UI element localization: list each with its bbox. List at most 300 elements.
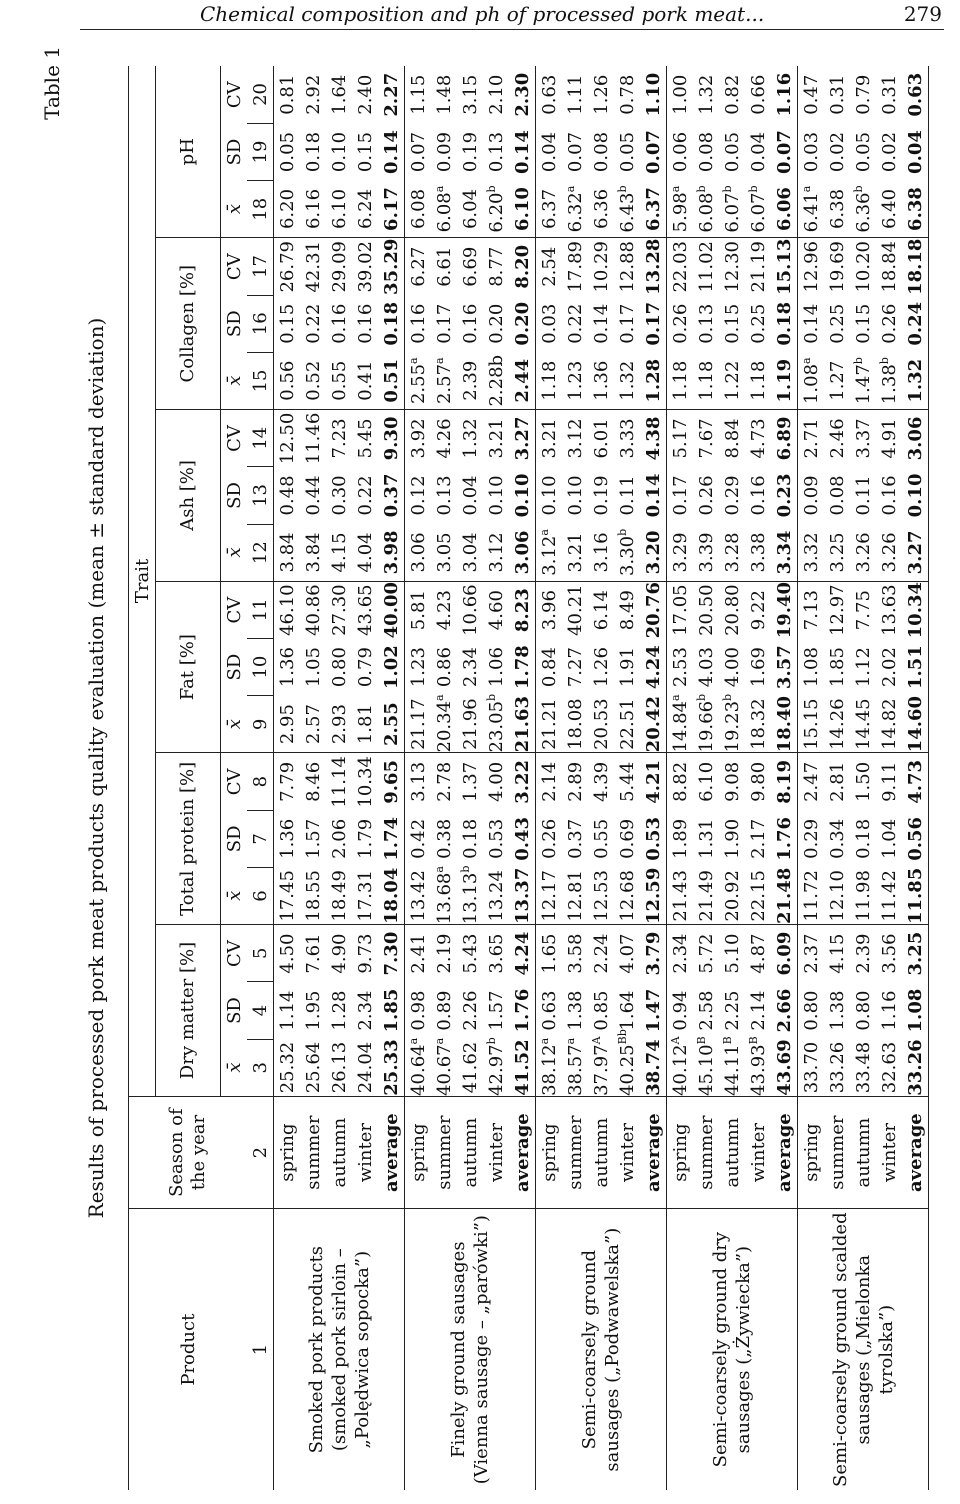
value-cell [693, 181, 719, 238]
value-text: 0.98 [407, 990, 429, 1031]
value-text: 0.78 [616, 74, 638, 115]
significance-superscript: b [694, 185, 708, 193]
value-text: 3.06 [904, 416, 926, 461]
value-cell [719, 982, 745, 1039]
value-cell [378, 639, 405, 696]
value-cell [457, 295, 483, 352]
value-cell [640, 867, 667, 924]
value-cell [536, 524, 563, 581]
value-text: 6.69 [459, 246, 481, 287]
value-cell [850, 467, 876, 524]
value-cell [405, 867, 432, 924]
header-stat: SD [223, 825, 245, 853]
column-number: 19 [247, 123, 274, 180]
value-cell [771, 295, 798, 352]
value-cell [536, 982, 563, 1039]
value-text: 21.48 [773, 867, 795, 925]
value-cell [300, 1039, 326, 1096]
value-cell [771, 753, 798, 810]
value-cell [876, 123, 902, 180]
value-text: 5.98 [669, 192, 691, 233]
value-cell [378, 810, 405, 867]
value-text: 3.25 [904, 931, 926, 976]
value-cell [824, 1039, 850, 1096]
value-text: 6.41 [800, 192, 822, 233]
value-cell [850, 581, 876, 638]
value-text: 6.36 [590, 188, 612, 230]
value-cell [902, 925, 929, 982]
value-text: 1.08 [800, 363, 822, 405]
value-cell [352, 295, 378, 352]
value-text: 0.51 [380, 358, 402, 403]
value-text: 13.13 [459, 872, 481, 925]
value-text: 0.11 [852, 475, 874, 516]
value-cell [850, 123, 876, 180]
value-text: 40.12 [669, 1044, 691, 1096]
value-cell [876, 639, 902, 696]
header-stat: SD [223, 653, 245, 681]
value-cell [378, 410, 405, 467]
value-cell [405, 410, 432, 467]
value-cell [693, 581, 719, 638]
value-cell [771, 639, 798, 696]
value-cell [431, 1039, 457, 1096]
season-cell: autumn [719, 1096, 745, 1208]
value-cell [326, 66, 352, 123]
value-text: 40.21 [564, 584, 586, 636]
value-cell [798, 123, 825, 180]
value-cell [771, 925, 798, 982]
product-name: Semi-coarsely ground sausages („Podwawelska”) [536, 1209, 667, 1490]
value-cell [300, 352, 326, 409]
value-text: 22.51 [616, 698, 638, 750]
significance-superscript: A [589, 1036, 603, 1045]
value-cell [640, 410, 667, 467]
value-cell [771, 581, 798, 638]
value-cell [771, 1039, 798, 1096]
value-cell [719, 410, 745, 467]
value-cell [300, 123, 326, 180]
value-text: 1.36 [590, 360, 612, 401]
value-text: 4.90 [328, 933, 350, 974]
product-name: Smoked pork products (smoked pork sirloin – „Polędwica sopocka”) [274, 1209, 405, 1490]
value-cell [483, 639, 509, 696]
value-text: 4.21 [642, 759, 664, 804]
value-cell [745, 524, 771, 581]
value-cell [378, 1039, 405, 1096]
value-cell [483, 295, 509, 352]
value-cell [431, 352, 457, 409]
table-row [536, 66, 563, 1490]
value-text: 0.02 [878, 131, 900, 173]
value-text: 3.28 [721, 532, 743, 573]
value-text: 0.53 [642, 816, 664, 861]
value-text: 25.32 [276, 1041, 298, 1094]
value-cell [457, 410, 483, 467]
value-cell [640, 1039, 667, 1096]
value-cell [378, 867, 405, 924]
value-text: 3.06 [407, 532, 429, 573]
value-cell [876, 982, 902, 1039]
value-cell [405, 467, 432, 524]
value-text: 2.24 [590, 933, 612, 974]
value-text: 2.55 [380, 702, 402, 747]
value-cell [902, 410, 929, 467]
value-text: 0.04 [747, 131, 769, 173]
value-text: 2.58 [695, 990, 717, 1031]
value-text: 11.85 [904, 867, 926, 925]
value-text: 21.49 [695, 870, 717, 922]
value-text: 0.15 [852, 303, 874, 344]
value-text: 33.48 [852, 1041, 874, 1094]
value-text: 1.48 [433, 74, 455, 115]
value-cell [509, 696, 536, 753]
value-text: 1.90 [721, 818, 743, 859]
value-cell [562, 181, 588, 238]
season-cell: autumn [457, 1096, 483, 1208]
value-cell [824, 123, 850, 180]
value-text: 0.89 [433, 990, 455, 1031]
significance-superscript: a [537, 1037, 551, 1045]
value-text: 46.10 [276, 584, 298, 636]
value-cell [902, 66, 929, 123]
value-text: 1.89 [669, 818, 691, 859]
value-text: 0.15 [721, 303, 743, 344]
value-cell [693, 693, 719, 753]
value-text: 3.16 [590, 532, 612, 573]
value-cell [876, 810, 902, 867]
value-cell [850, 867, 876, 924]
value-text: 12.68 [616, 870, 638, 922]
value-text: 4.15 [826, 933, 848, 974]
value-cell [588, 295, 614, 352]
value-cell [457, 238, 483, 295]
value-cell [850, 295, 876, 352]
value-text: 0.22 [302, 303, 324, 344]
value-text: 1.57 [302, 818, 324, 859]
value-text: 1.32 [459, 418, 481, 459]
value-cell [771, 181, 798, 238]
value-cell [562, 123, 588, 180]
value-cell [771, 352, 798, 409]
value-cell [562, 696, 588, 753]
value-text: 2.06 [328, 818, 350, 859]
value-text: 0.85 [590, 990, 612, 1031]
value-cell [824, 925, 850, 982]
value-text: 8.46 [302, 761, 324, 802]
value-text: 0.17 [433, 303, 455, 344]
significance-superscript: a [537, 529, 551, 536]
significance-superscript: b [458, 865, 472, 873]
value-cell [824, 352, 850, 409]
value-text: 0.14 [590, 303, 612, 344]
value-cell [431, 810, 457, 867]
value-cell [745, 1036, 771, 1096]
value-cell [300, 524, 326, 581]
value-cell [745, 295, 771, 352]
value-cell [588, 696, 614, 753]
value-cell [326, 1039, 352, 1096]
value-text: 0.02 [826, 131, 848, 173]
season-cell: average [902, 1096, 929, 1208]
value-text: 0.79 [354, 647, 376, 688]
value-cell [693, 66, 719, 123]
header-stat: CV [223, 768, 245, 796]
value-cell [405, 581, 432, 638]
value-cell [326, 639, 352, 696]
value-cell [588, 123, 614, 180]
value-text: 1.27 [826, 360, 848, 401]
value-cell [667, 1036, 694, 1096]
value-cell [719, 295, 745, 352]
value-text: 0.26 [878, 303, 900, 344]
value-cell [378, 352, 405, 409]
value-text: 12.96 [800, 240, 822, 293]
value-text: 0.08 [695, 131, 717, 173]
value-cell [614, 696, 640, 753]
value-cell [902, 524, 929, 581]
value-cell [588, 581, 614, 638]
value-text: 8.49 [616, 590, 638, 631]
value-text: 21.63 [511, 695, 533, 753]
value-cell [483, 925, 509, 982]
value-text: 6.36 [852, 192, 874, 233]
value-cell [352, 639, 378, 696]
value-text: 40.00 [380, 581, 402, 639]
value-cell [352, 524, 378, 581]
value-text: 10.34 [354, 756, 376, 808]
value-text: 0.43 [511, 816, 533, 861]
header-group: pH [156, 66, 221, 238]
value-text: 12.59 [642, 867, 664, 925]
value-cell [274, 181, 301, 238]
value-text: 1.64 [616, 990, 638, 1031]
value-text: 11.98 [852, 870, 874, 922]
significance-superscript: b [877, 357, 891, 365]
value-cell [483, 66, 509, 123]
value-text: 1.18 [695, 360, 717, 401]
significance-superscript: b [484, 1037, 498, 1045]
value-text: 0.07 [564, 131, 586, 173]
value-cell [771, 467, 798, 524]
significance-superscript: a [668, 694, 682, 701]
value-cell [693, 753, 719, 810]
value-text: 6.10 [511, 187, 533, 231]
value-cell [483, 352, 509, 409]
value-text: 4.50 [276, 933, 298, 974]
value-text: 1.14 [276, 990, 298, 1031]
value-text: 7.67 [695, 418, 717, 459]
value-cell [667, 524, 694, 581]
value-cell [274, 410, 301, 467]
value-text: 2.71 [800, 418, 822, 459]
value-cell [745, 753, 771, 810]
value-text: 11.02 [695, 240, 717, 293]
value-text: 2.46 [826, 418, 848, 459]
value-text: 0.48 [276, 475, 298, 516]
value-text: 12.88 [616, 240, 638, 293]
value-text: 8.20 [511, 244, 533, 289]
value-text: 2.14 [538, 761, 560, 802]
header-stat: CV [223, 253, 245, 281]
value-text: 4.00 [721, 647, 743, 688]
value-text: 4.15 [328, 532, 350, 573]
value-text: 6.07 [747, 192, 769, 233]
value-cell [431, 410, 457, 467]
value-cell [509, 352, 536, 409]
value-cell [352, 982, 378, 1039]
value-cell [378, 696, 405, 753]
value-cell [326, 753, 352, 810]
value-cell [902, 238, 929, 295]
value-cell [509, 467, 536, 524]
value-cell [378, 524, 405, 581]
value-cell [824, 810, 850, 867]
season-cell: average [509, 1096, 536, 1208]
value-text: 1.47 [642, 988, 664, 1033]
product-name: Finely ground sausages (Vienna sausage – „parówki”) [405, 1209, 536, 1490]
value-text: 1.38 [878, 364, 900, 405]
value-cell [536, 410, 563, 467]
value-cell [326, 810, 352, 867]
value-cell [536, 295, 563, 352]
value-cell [562, 410, 588, 467]
value-cell [457, 524, 483, 581]
value-text: 4.91 [878, 418, 900, 459]
value-cell [719, 467, 745, 524]
value-text: 6.08 [407, 188, 429, 230]
value-cell [588, 352, 614, 409]
value-cell [536, 238, 563, 295]
value-text: 2.41 [407, 933, 429, 974]
value-text: 0.25 [826, 303, 848, 344]
value-cell [798, 810, 825, 867]
significance-superscript: a [799, 357, 813, 364]
value-text: 9.22 [747, 590, 769, 631]
value-cell [274, 867, 301, 924]
value-cell [745, 982, 771, 1039]
value-text: 0.08 [826, 475, 848, 516]
significance-superscript: a [432, 866, 446, 873]
significance-superscript: a [668, 185, 682, 193]
value-text: 1.74 [380, 816, 402, 861]
value-cell [562, 867, 588, 924]
value-cell [483, 410, 509, 467]
value-cell [719, 524, 745, 581]
value-cell [588, 66, 614, 123]
value-text: 3.32 [800, 532, 822, 573]
value-text: 13.68 [433, 872, 455, 925]
value-text: 8.19 [773, 759, 795, 804]
value-cell [850, 753, 876, 810]
value-text: 0.05 [721, 131, 743, 173]
header-stat: x̄ [221, 867, 248, 924]
value-cell [378, 181, 405, 238]
value-text: 21.21 [538, 698, 560, 750]
value-cell [902, 867, 929, 924]
header-stat: CV [223, 940, 245, 967]
column-number: 18 [247, 181, 274, 238]
value-text: 3.20 [642, 530, 664, 575]
value-text: 3.12 [485, 532, 507, 573]
value-cell [719, 693, 745, 753]
value-text: 6.38 [904, 187, 926, 231]
value-text: 9.80 [747, 761, 769, 802]
value-cell [745, 181, 771, 238]
value-cell [378, 295, 405, 352]
season-cell: autumn [588, 1096, 614, 1208]
value-text: 3.98 [380, 530, 402, 575]
column-number: 20 [247, 66, 274, 123]
value-text: 1.76 [773, 816, 795, 861]
value-text: 25.64 [302, 1041, 324, 1094]
value-text: 3.30 [616, 535, 638, 576]
value-cell [614, 181, 640, 238]
column-number: 6 [247, 867, 274, 924]
value-text: 1.23 [407, 647, 429, 688]
value-text: 9.11 [878, 761, 900, 802]
value-text: 3.26 [878, 532, 900, 573]
value-text: 1.36 [276, 818, 298, 859]
value-text: 10.34 [904, 581, 926, 639]
value-cell [431, 925, 457, 982]
significance-superscript: b [484, 693, 498, 701]
value-text: 2.39 [459, 360, 481, 401]
value-text: 0.07 [642, 130, 664, 174]
value-cell [562, 810, 588, 867]
value-text: 1.23 [564, 360, 586, 401]
value-cell [562, 982, 588, 1039]
value-text: 13.37 [511, 867, 533, 925]
value-cell [300, 810, 326, 867]
value-cell [693, 295, 719, 352]
header-stat: CV [223, 596, 245, 624]
header-stat: SD [223, 482, 245, 509]
value-cell [824, 581, 850, 638]
value-text: 2.55 [407, 363, 429, 405]
value-text: 33.70 [800, 1041, 822, 1094]
value-cell [824, 639, 850, 696]
value-text: 10.20 [852, 240, 874, 293]
value-text: 3.27 [904, 530, 926, 575]
value-cell [614, 925, 640, 982]
value-text: 1.64 [328, 74, 350, 115]
running-header [0, 0, 960, 30]
value-cell [876, 467, 902, 524]
value-cell [667, 410, 694, 467]
value-cell [850, 696, 876, 753]
value-cell [431, 295, 457, 352]
value-cell [562, 1039, 588, 1096]
value-text: 0.17 [669, 475, 691, 516]
value-text: 0.22 [354, 475, 376, 516]
value-text: 1.50 [852, 761, 874, 802]
value-cell [693, 1036, 719, 1096]
value-cell [640, 352, 667, 409]
value-cell [536, 123, 563, 180]
value-cell [719, 181, 745, 238]
value-text: 1.91 [616, 647, 638, 688]
value-text: 0.05 [616, 131, 638, 173]
value-cell [745, 810, 771, 867]
value-cell [326, 524, 352, 581]
value-text: 21.19 [747, 240, 769, 293]
value-cell [719, 238, 745, 295]
table-row [405, 66, 432, 1490]
value-text: 2.78 [433, 761, 455, 802]
value-cell [850, 410, 876, 467]
value-cell [274, 581, 301, 638]
